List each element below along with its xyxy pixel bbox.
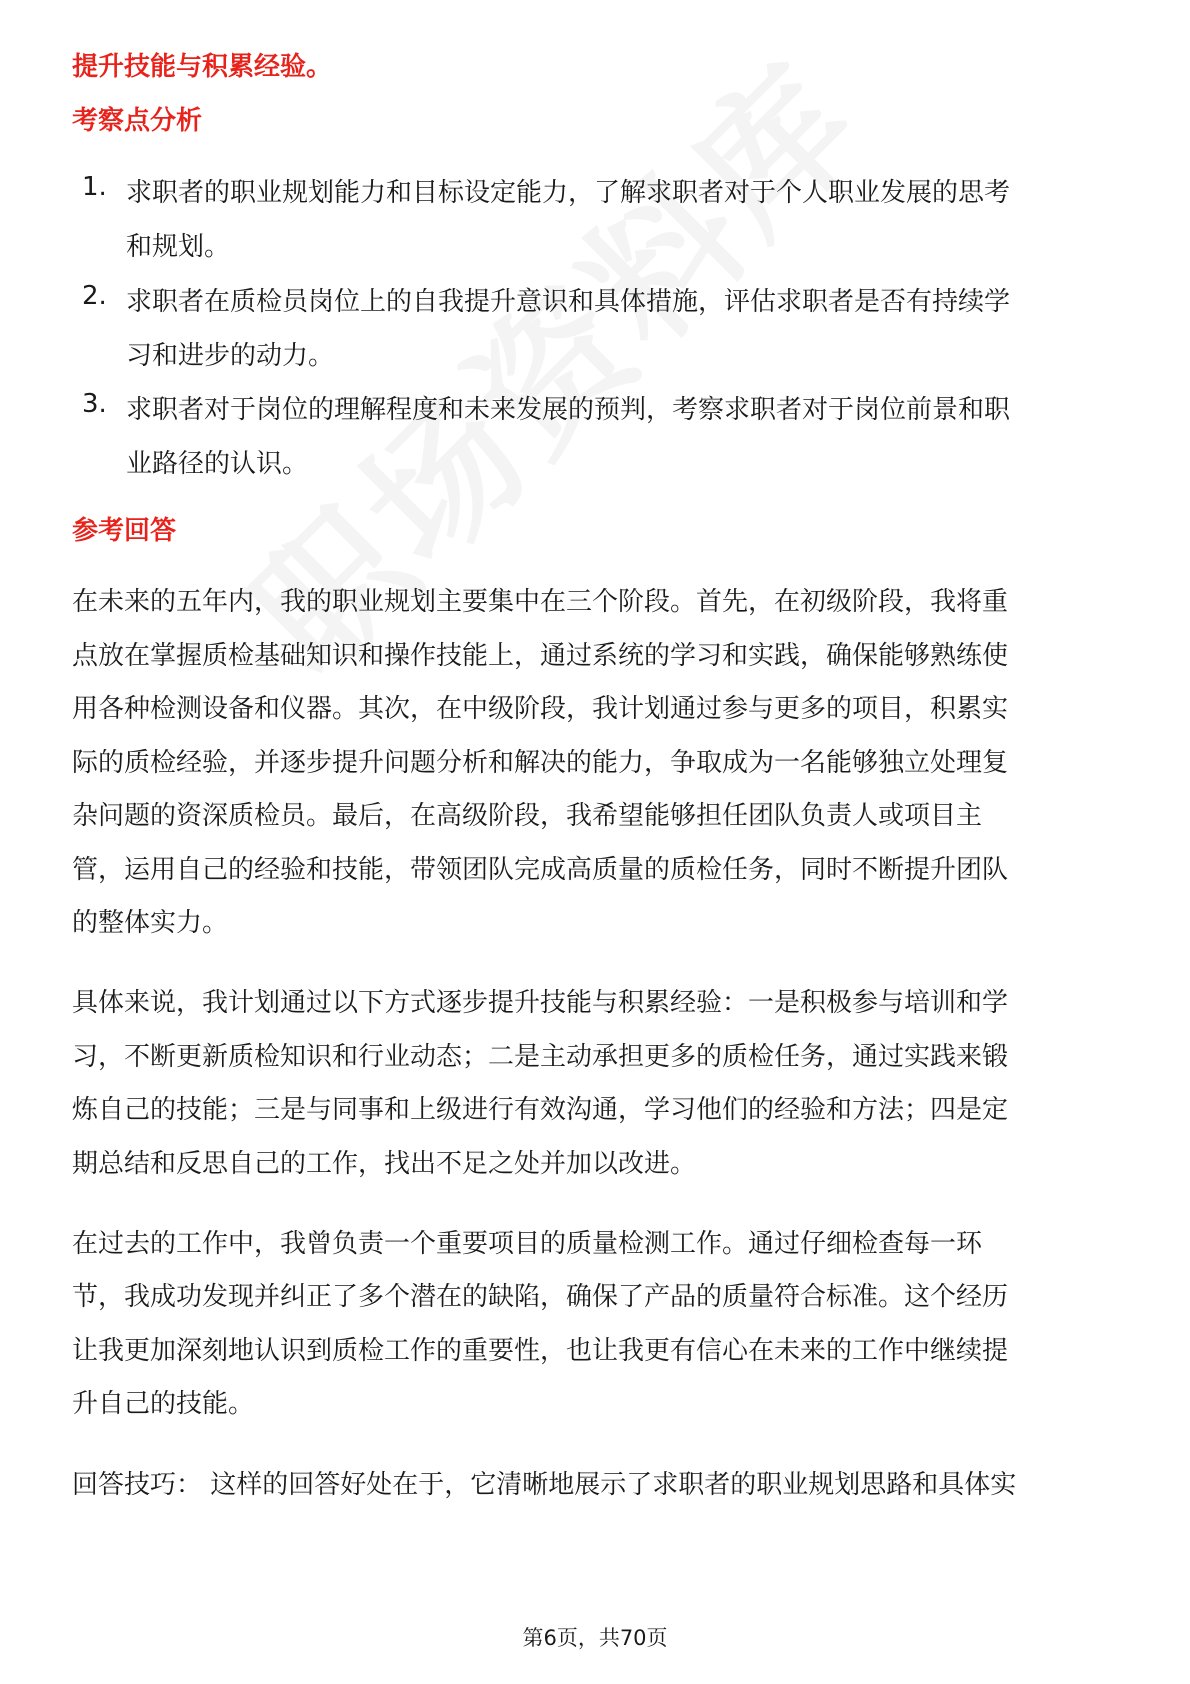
paragraph-line: 回答技巧： 这样的回答好处在于，它清晰地展示了求职者的职业规划思路和具体实 — [72, 1470, 1017, 1500]
paragraph-line: 点放在掌握质检基础知识和操作技能上，通过系统的学习和实践，确保能够熟练使 — [72, 641, 1009, 671]
list-item-line: 求职者对于岗位的理解程度和未来发展的预判，考察求职者对于岗位前景和职 — [126, 395, 1011, 425]
paragraph-line: 杂问题的资深质检员。最后，在高级阶段，我希望能够担任团队负责人或项目主 — [72, 801, 983, 831]
list-item-line: 求职者的职业规划能力和目标设定能力，了解求职者对于个人职业发展的思考 — [126, 178, 1011, 208]
paragraph-line: 节，我成功发现并纠正了多个潜在的缺陷，确保了产品的质量符合标准。这个经历 — [72, 1282, 1009, 1312]
paragraph-line: 具体来说，我计划通过以下方式逐步提升技能与积累经验：一是积极参与培训和学 — [72, 988, 1009, 1018]
paragraph-line: 升自己的技能。 — [72, 1389, 255, 1419]
paragraph-line: 用各种检测设备和仪器。其次，在中级阶段，我计划通过参与更多的项目，积累实 — [72, 694, 1009, 724]
paragraph-line: 期总结和反思自己的工作，找出不足之处并加以改进。 — [72, 1149, 697, 1179]
paragraph-line: 的整体实力。 — [72, 908, 229, 938]
paragraph-line: 习，不断更新质检知识和行业动态；二是主动承担更多的质检任务，通过实践来锻 — [72, 1042, 1009, 1072]
paragraph-line: 炼自己的技能；三是与同事和上级进行有效沟通，学习他们的经验和方法；四是定 — [72, 1095, 1009, 1125]
list-item-line: 和规划。 — [126, 232, 231, 262]
paragraph-line: 际的质检经验，并逐步提升问题分析和解决的能力，争取成为一名能够独立处理复 — [72, 748, 1009, 778]
paragraph-line: 管，运用自己的经验和技能，带领团队完成高质量的质检任务，同时不断提升团队 — [72, 855, 1009, 885]
paragraph-line: 让我更加深刻地认识到质检工作的重要性，也让我更有信心在未来的工作中继续提 — [72, 1336, 1009, 1366]
section-heading-analysis: 考察点分析 — [72, 106, 203, 136]
continued-line: 提升技能与积累经验。 — [72, 52, 333, 82]
list-item-line: 业路径的认识。 — [126, 449, 309, 479]
paragraph-line: 在未来的五年内，我的职业规划主要集中在三个阶段。首先，在初级阶段，我将重 — [72, 587, 1009, 617]
page-number: 第6页，共70页 — [522, 1626, 668, 1650]
paragraph-line: 在过去的工作中，我曾负责一个重要项目的质量检测工作。通过仔细检查每一环 — [72, 1229, 983, 1259]
list-number: 3. — [82, 389, 107, 419]
list-number: 1. — [82, 172, 107, 202]
list-item-line: 求职者在质检员岗位上的自我提升意识和具体措施，评估求职者是否有持续学 — [126, 287, 1011, 317]
list-number: 2. — [82, 281, 107, 311]
section-heading-answer: 参考回答 — [72, 516, 177, 546]
list-item-line: 习和进步的动力。 — [126, 341, 335, 371]
